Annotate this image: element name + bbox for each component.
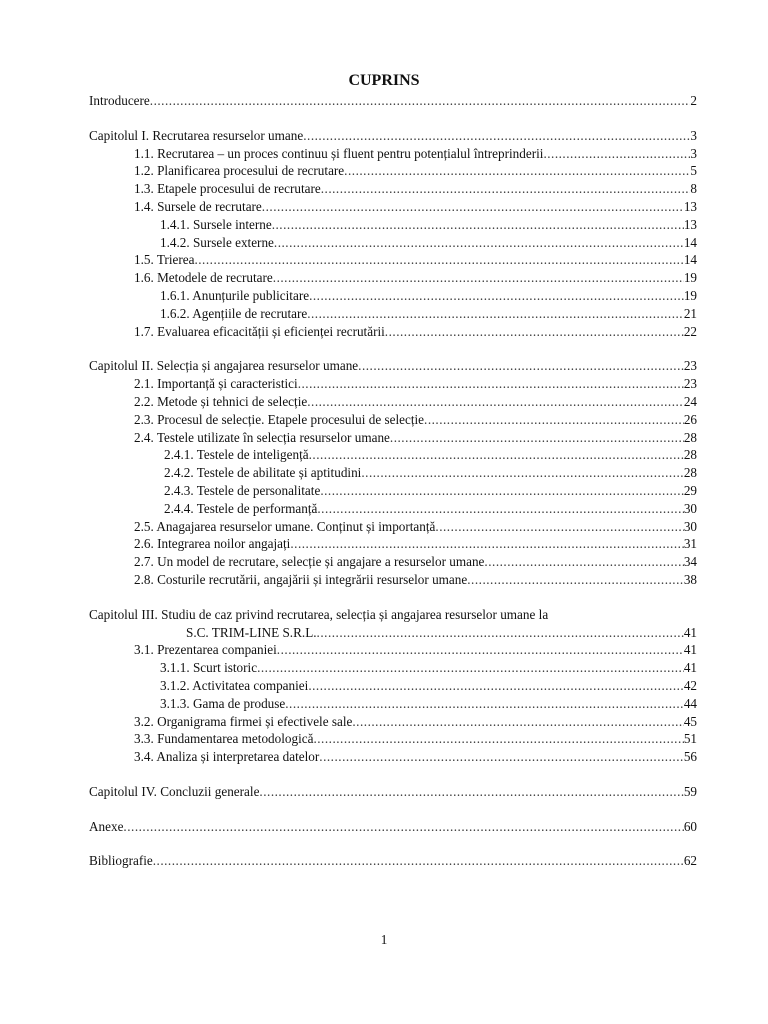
toc-page: 14 [683,234,697,250]
toc-label: 2.1. Importanță și caracteristici [134,376,298,392]
toc-label: Introducere [89,93,150,108]
toc-entry[interactable] [89,251,697,269]
toc-entry[interactable] [89,677,697,695]
toc-entry[interactable] [89,305,697,323]
toc-page: 30 [683,518,697,534]
toc-page: 62 [683,853,697,869]
toc-entry[interactable] [89,162,697,180]
toc-label: 3.1.3. Gama de produse [160,695,286,711]
toc-entry[interactable] [89,287,697,305]
toc-page: 44 [683,695,697,711]
toc-page: 29 [683,482,697,498]
toc-page: 3 [690,127,697,143]
toc-entry[interactable] [89,695,697,713]
toc-label: 1.1. Recrutarea – un proces continuu și fluent pentru potențialul întreprinderii [134,145,544,161]
toc-label: 2.4. Testele utilizate în selecția resurselor umane [134,429,390,445]
toc-page: 28 [683,429,697,445]
toc-label: Anexe [89,818,124,834]
toc-page: 45 [683,713,697,729]
toc-label: 3.1.1. Scurt istoric [160,660,258,676]
toc-label: Capitolul III. Studiu de caz privind recrutarea, selecția și angajarea resurselor umane la [89,606,549,622]
toc-entry[interactable] [89,411,697,429]
toc-label: 1.6. Metodele de recrutare [134,270,273,286]
toc-page: 22 [683,323,697,339]
toc-page: 51 [683,731,697,747]
toc-label: 2.2. Metode și tehnici de selecție [134,393,308,409]
toc-page: 8 [690,181,697,197]
toc-page: 13 [683,216,697,232]
toc-page: 28 [683,447,697,463]
toc-page: 56 [683,749,697,765]
toc-label: 3.2. Organigrama firmei și efectivele sale [134,713,353,729]
toc-page: 23 [683,358,697,374]
toc-entry[interactable] [89,641,697,659]
toc-label: 2.8. Costurile recrutării, angajării și integrării resurselor umane [134,571,468,587]
table-of-contents [89,92,697,870]
toc-page: 3 [690,145,697,161]
toc-entry[interactable] [89,234,697,252]
toc-entry[interactable] [89,535,697,553]
toc-page: 34 [683,554,697,570]
toc-entry[interactable] [89,482,697,500]
toc-page: 13 [683,198,697,214]
toc-page: 19 [683,270,697,286]
toc-entry[interactable] [89,180,697,198]
toc-entry[interactable] [89,659,697,677]
toc-page: 41 [683,642,697,658]
toc-label: 1.5. Trierea [134,252,195,268]
toc-entry[interactable] [89,393,697,411]
toc-label: Capitolul II. Selecția și angajarea resurselor umane [89,358,359,374]
toc-entry-intro[interactable] [89,92,697,110]
toc-entry[interactable] [89,553,697,571]
toc-label: 2.7. Un model de recrutare, selecție și angajare a resurselor umane [134,554,485,570]
toc-entry-chapter-3-heading[interactable] [89,606,697,624]
toc-entry[interactable] [89,518,697,536]
toc-label: 1.6.1. Anunțurile publicitare [160,287,310,303]
toc-entry[interactable] [89,571,697,589]
toc-label: 1.3. Etapele procesului de recrutare [134,181,321,197]
toc-entry[interactable] [89,730,697,748]
toc-label: 2.6. Integrarea noilor angajați [134,536,291,552]
toc-entry[interactable] [89,464,697,482]
toc-page: 2 [690,93,697,108]
toc-page: 31 [683,536,697,552]
toc-entry[interactable] [89,198,697,216]
toc-label: 1.4. Sursele de recrutare [134,198,262,214]
toc-entry[interactable] [89,323,697,341]
toc-entry-chapter-1[interactable] [89,127,697,145]
toc-entry-chapter-4[interactable] [89,783,697,801]
toc-entry[interactable] [89,216,697,234]
toc-entry-bibliografie[interactable] [89,852,697,870]
toc-entry[interactable] [89,713,697,731]
toc-page: 30 [683,500,697,516]
toc-entry[interactable] [89,145,697,163]
toc-label: 3.1.2. Activitatea companiei [160,677,309,693]
toc-page: 41 [683,624,697,640]
toc-page: 59 [683,783,697,799]
toc-label: 3.4. Analiza și interpretarea datelor [134,749,320,765]
toc-entry-chapter-3[interactable] [89,624,697,642]
toc-entry[interactable] [89,748,697,766]
toc-page: 42 [683,677,697,693]
toc-entry[interactable] [89,500,697,518]
toc-page: 19 [683,287,697,303]
toc-page: 14 [683,252,697,268]
toc-entry[interactable] [89,446,697,464]
toc-page: 60 [683,818,697,834]
toc-entry[interactable] [89,269,697,287]
toc-entry-anexe[interactable] [89,818,697,836]
toc-label: 1.4.2. Sursele externe [160,234,274,250]
toc-entry[interactable] [89,429,697,447]
toc-label: 2.4.2. Testele de abilitate și aptitudini [164,465,362,481]
toc-label: 3.1. Prezentarea companiei [134,642,277,658]
toc-label: 2.3. Procesul de selecție. Etapele procesului de selecție [134,411,425,427]
document-title: CUPRINS [348,72,420,89]
toc-label: Capitolul IV. Concluzii generale [89,783,260,799]
toc-page: 38 [683,571,697,587]
toc-label: 1.6.2. Agențiile de recrutare [160,305,308,321]
toc-label: 3.3. Fundamentarea metodologică [134,731,314,747]
toc-label: 2.4.1. Testele de inteligență [164,447,309,463]
toc-label: 1.4.1. Sursele interne [160,216,272,232]
toc-entry-chapter-2[interactable] [89,357,697,375]
toc-page: 41 [683,660,697,676]
toc-page: 5 [690,163,697,179]
toc-page: 21 [683,305,697,321]
toc-label: 2.4.3. Testele de personalitate [164,482,321,498]
toc-page: 28 [683,465,697,481]
toc-label: Capitolul I. Recrutarea resurselor umane [89,127,304,143]
toc-page: 24 [683,393,697,409]
toc-label: 2.4.4. Testele de performanță [164,500,318,516]
toc-label: S.C. TRIM-LINE S.R.L. [186,624,317,640]
toc-entry[interactable] [89,375,697,393]
toc-label: Bibliografie [89,853,153,869]
toc-label: 1.2. Planificarea procesului de recrutare [134,163,345,179]
toc-page: 23 [683,376,697,392]
toc-label: 1.7. Evaluarea eficacității și eficienței recrutării [134,323,385,339]
page-number: 1 [380,932,388,947]
toc-page: 26 [683,411,697,427]
toc-label: 2.5. Anagajarea resurselor umane. Conținut și importanță [134,518,436,534]
